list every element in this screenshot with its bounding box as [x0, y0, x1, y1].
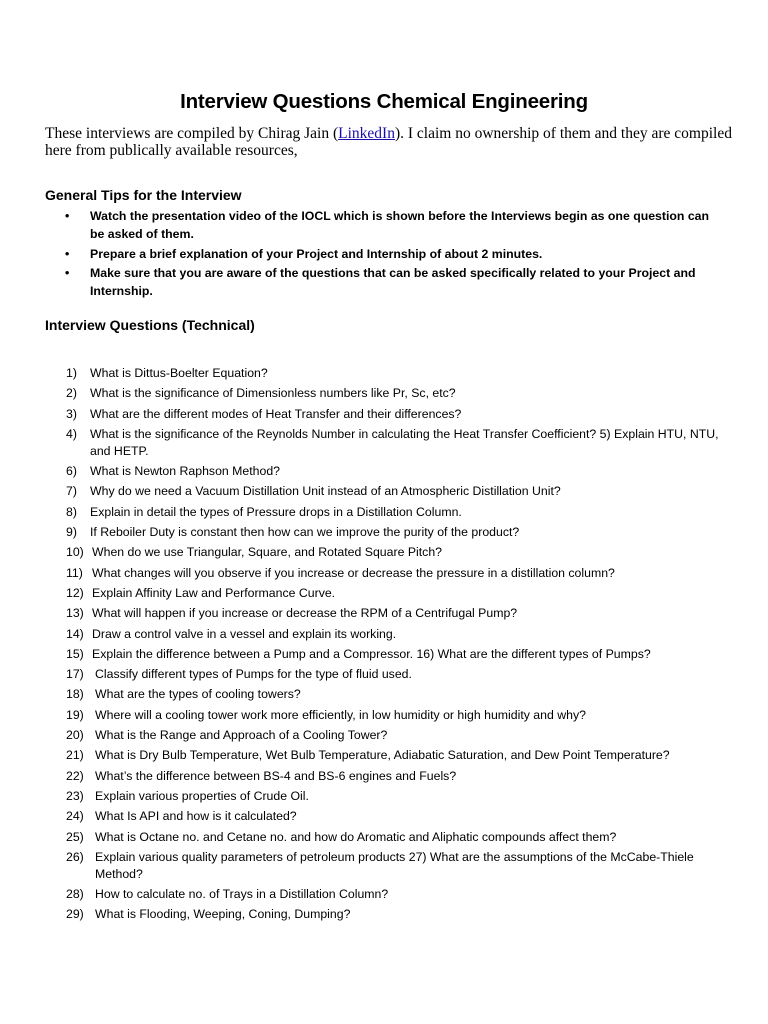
question-number: 24)	[66, 809, 84, 824]
question-number: 19)	[66, 707, 84, 722]
question-item	[66, 463, 726, 480]
question-text: Explain various properties of Crude Oil.	[95, 788, 309, 803]
question-number: 12)	[66, 585, 84, 600]
question-text: What will happen if you increase or decrease the RPM of a Centrifugal Pump?	[92, 606, 518, 621]
question-item	[66, 747, 726, 764]
question-text: If Reboiler Duty is constant then how can we improve the purity of the product?	[90, 525, 520, 540]
question-text: What is Octane no. and Cetane no. and how do Aromatic and Aliphatic compounds affect them?	[95, 829, 617, 844]
question-text: When do we use Triangular, Square, and Rotated Square Pitch?	[92, 545, 442, 560]
question-item	[66, 666, 726, 683]
question-item	[66, 365, 726, 382]
question-item	[66, 544, 726, 561]
question-text: What are the types of cooling towers?	[95, 687, 301, 702]
bullet-icon: •	[65, 266, 70, 280]
question-number: 1)	[66, 366, 77, 380]
intro-text-before: These interviews are compiled by Chirag Jain (	[45, 125, 339, 142]
tip-text: Make sure that you are aware of the questions that can be asked specifically related to your Project and Internship.	[90, 266, 696, 298]
question-number: 14)	[66, 626, 84, 641]
tip-item	[60, 207, 720, 243]
question-text: What’s the difference between BS-4 and BS-6 engines and Fuels?	[95, 768, 457, 783]
question-item	[66, 524, 726, 541]
question-item	[66, 849, 726, 883]
question-item	[66, 686, 726, 703]
tip-item	[60, 264, 720, 300]
question-text: What is Dry Bulb Temperature, Wet Bulb Temperature, Adiabatic Saturation, and Dew Point Temperature?	[95, 748, 670, 763]
question-text: What Is API and how is it calculated?	[95, 809, 297, 824]
question-item	[66, 646, 726, 663]
questions-list	[66, 365, 726, 927]
question-item	[66, 727, 726, 744]
question-number: 23)	[66, 788, 84, 803]
question-text: How to calculate no. of Trays in a Distillation Column?	[95, 887, 389, 902]
bullet-icon: •	[65, 209, 70, 223]
question-item	[66, 768, 726, 785]
question-item	[66, 406, 726, 423]
tip-text: Prepare a brief explanation of your Project and Internship of about 2 minutes.	[90, 246, 543, 261]
question-number: 8)	[66, 504, 77, 519]
question-item	[66, 707, 726, 724]
question-text: Why do we need a Vacuum Distillation Unit instead of an Atmospheric Distillation Unit?	[90, 484, 561, 499]
question-item	[66, 504, 726, 521]
question-text: What is Flooding, Weeping, Coning, Dumping?	[95, 907, 351, 922]
linkedin-link[interactable]: LinkedIn	[338, 125, 395, 142]
question-text: What is Newton Raphson Method?	[90, 464, 281, 479]
tip-item	[60, 245, 720, 263]
question-number: 9)	[66, 525, 77, 540]
question-text: What is the significance of the Reynolds Number in calculating the Heat Transfer Coefficient? 5) Explain HTU, NTU, and HETP.	[90, 426, 719, 458]
question-number: 6)	[66, 464, 77, 479]
question-item	[66, 483, 726, 500]
question-item	[66, 565, 726, 582]
tips-list	[60, 207, 720, 302]
question-text: Where will a cooling tower work more efficiently, in low humidity or high humidity and why?	[95, 707, 586, 722]
question-item	[66, 385, 726, 402]
intro-text-after: ). I claim no ownership of them and they are compiled here from publically available resources,	[45, 125, 732, 159]
question-number: 17)	[66, 667, 84, 682]
question-number: 2)	[66, 386, 77, 401]
question-item	[66, 426, 726, 460]
question-item	[66, 626, 726, 643]
question-item	[66, 585, 726, 602]
question-number: 18)	[66, 687, 84, 702]
question-number: 22)	[66, 768, 84, 783]
question-item	[66, 788, 726, 805]
question-item	[66, 829, 726, 846]
question-number: 11)	[66, 565, 83, 580]
question-item	[66, 808, 726, 825]
question-number: 20)	[66, 728, 84, 743]
question-text: Explain in detail the types of Pressure drops in a Distillation Column.	[90, 504, 462, 519]
question-text: Draw a control valve in a vessel and explain its working.	[92, 626, 397, 641]
intro-paragraph	[45, 125, 735, 159]
question-text: Explain various quality parameters of petroleum products 27) What are the assumptions of the McCabe-Thiele Method?	[95, 849, 694, 881]
question-number: 28)	[66, 887, 84, 902]
question-number: 10)	[66, 545, 84, 560]
question-number: 25)	[66, 829, 84, 844]
question-number: 3)	[66, 406, 77, 421]
questions-heading: Interview Questions (Technical)	[45, 317, 255, 333]
page-title: Interview Questions Chemical Engineering	[180, 90, 588, 113]
tips-heading: General Tips for the Interview	[45, 187, 242, 203]
tip-text: Watch the presentation video of the IOCL which is shown before the Interviews begin as one question can be asked of them.	[90, 209, 710, 241]
question-text: What is the Range and Approach of a Cooling Tower?	[95, 728, 388, 743]
question-number: 7)	[66, 484, 77, 499]
bullet-icon: •	[65, 246, 70, 261]
question-number: 21)	[66, 748, 84, 763]
question-item	[66, 906, 726, 923]
question-text: What changes will you observe if you increase or decrease the pressure in a distillation column?	[92, 565, 615, 580]
question-text: What is Dittus-Boelter Equation?	[90, 366, 268, 380]
question-number: 13)	[66, 606, 84, 621]
question-item	[66, 605, 726, 622]
question-number: 15)	[66, 646, 84, 661]
question-text: Classify different types of Pumps for the type of fluid used.	[95, 667, 412, 682]
question-text: Explain the difference between a Pump and a Compressor. 16) What are the different types of Pumps?	[92, 646, 651, 661]
question-number: 29)	[66, 907, 84, 922]
question-item	[66, 886, 726, 903]
question-text: What is the significance of Dimensionless numbers like Pr, Sc, etc?	[90, 386, 456, 401]
question-text: What are the different modes of Heat Transfer and their differences?	[90, 406, 462, 421]
question-number: 4)	[66, 426, 77, 441]
question-text: Explain Affinity Law and Performance Curve.	[92, 585, 336, 600]
question-number: 26)	[66, 849, 84, 864]
